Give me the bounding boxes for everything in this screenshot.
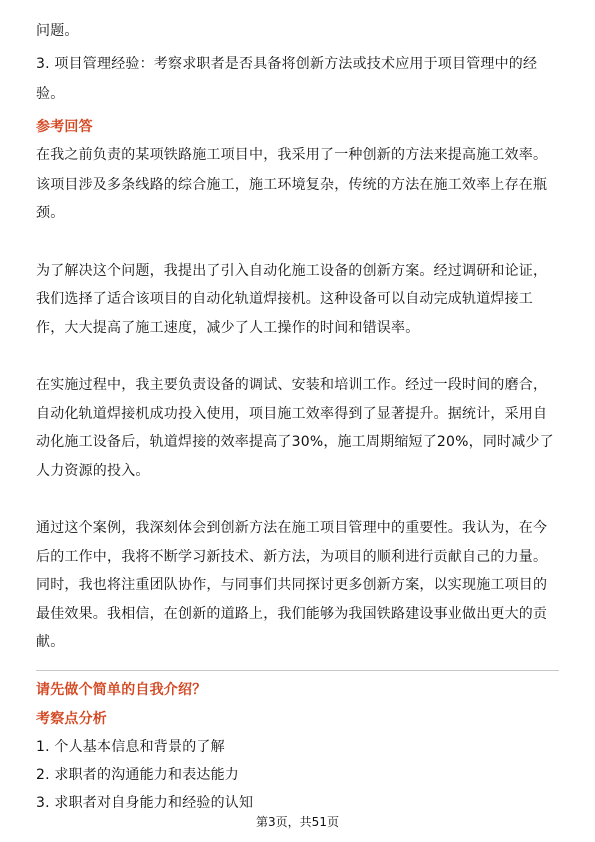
- list-item: 2. 求职者的沟通能力和表达能力: [36, 767, 240, 783]
- page-number: 第3页，共51页: [256, 815, 339, 829]
- body-line: 该项目涉及多条线路的综合施工，施工环境复杂，传统的方法在施工效率上存在瓶: [36, 177, 548, 193]
- body-line: 后的工作中，我将不断学习新技术、新方法，为项目的顺利进行贡献自己的力量。: [36, 549, 548, 565]
- body-line: 为了解决这个问题，我提出了引入自动化施工设备的创新方案。经过调研和论证，: [36, 263, 548, 279]
- section-heading-analysis: 考察点分析: [36, 711, 107, 727]
- body-line: 问题。: [36, 23, 79, 39]
- section-heading-reference-answer: 参考回答: [36, 119, 93, 135]
- body-line: 自动化轨道焊接机成功投入使用，项目施工效率得到了显著提升。据统计，采用自: [36, 406, 548, 422]
- body-line: 通过这个案例，我深刻体会到创新方法在施工项目管理中的重要性。我认为，在今: [36, 520, 548, 536]
- body-line: 验。: [36, 86, 65, 102]
- body-line: 在实施过程中，我主要负责设备的调试、安装和培训工作。经过一段时间的磨合，: [36, 377, 548, 393]
- body-line: 同时，我也将注重团队协作，与同事们共同探讨更多创新方案，以实现施工项目的: [36, 577, 548, 593]
- body-line: 献。: [36, 634, 65, 650]
- body-line: 动化施工设备后，轨道焊接的效率提高了30%，施工周期缩短了20%，同时减少了: [36, 434, 554, 450]
- question-heading: 请先做个简单的自我介绍？: [36, 682, 207, 698]
- section-divider: [36, 670, 559, 671]
- list-item: 3. 求职者对自身能力和经验的认知: [36, 795, 254, 811]
- body-line: 人力资源的投入。: [36, 463, 150, 479]
- list-item: 1. 个人基本信息和背景的了解: [36, 739, 225, 755]
- list-item: 3. 项目管理经验：考察求职者是否具备将创新方法或技术应用于项目管理中的经: [36, 56, 538, 72]
- body-line: 颈。: [36, 205, 65, 221]
- body-line: 在我之前负责的某项铁路施工项目中，我采用了一种创新的方法来提高施工效率。: [36, 147, 548, 163]
- body-line: 最佳效果。我相信，在创新的道路上，我们能够为我国铁路建设事业做出更大的贡: [36, 606, 548, 622]
- body-line: 我们选择了适合该项目的自动化轨道焊接机。这种设备可以自动完成轨道焊接工: [36, 291, 533, 307]
- body-line: 作，大大提高了施工速度，减少了人工操作的时间和错误率。: [36, 320, 420, 336]
